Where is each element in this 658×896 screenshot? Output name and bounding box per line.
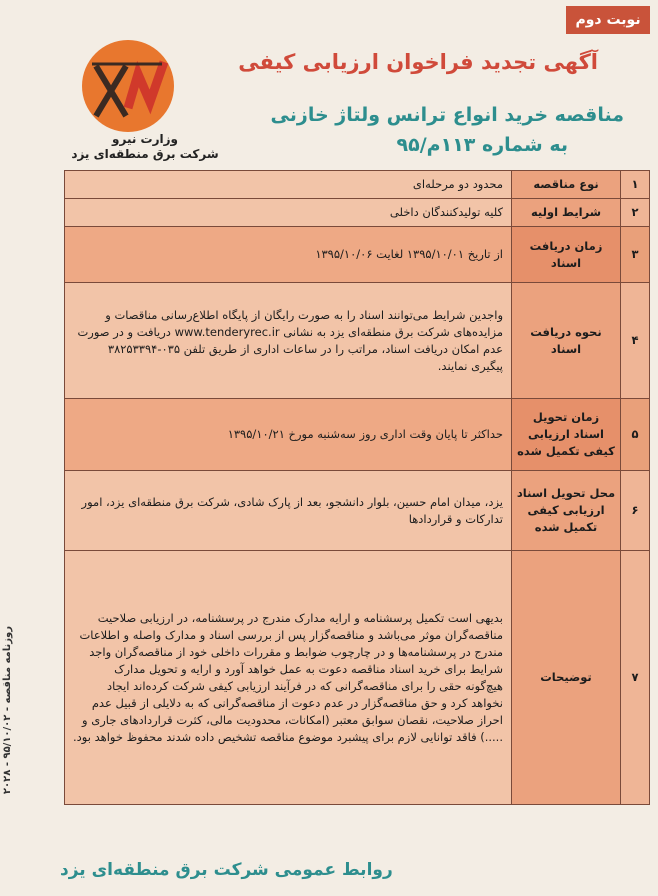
- row-number: ۳: [621, 227, 650, 283]
- table-row: [65, 471, 650, 551]
- row-label: محل تحویل اسناد ارزیابی کیفی تکمیل شده: [512, 471, 621, 551]
- row-label: زمان دریافت اسناد: [512, 227, 621, 283]
- row-value: بدیهی است تکمیل پرسشنامه و ارایه مدارک مندرج در پرسشنامه، در ارزیابی صلاحیت مناقصه‌گران موثر می‌باشد و مناقصه‌گزار پس از بررسی اسناد و مدارک واصله و اطلاعات مندرج در پرسشنامه‌ها و در چارچوب ضوابط و مقررات داخلی خود از مناقصه‌گران واجد شرایط برای خرید اسناد مناقصه دعوت به عمل خواهد آورد و ارایه و تحویل مدارک هیچ‌گونه حقی را برای مناقصه‌گرانی که در فرآیند ارزیابی کیفی شرکت کرده‌اند ایجاد نخواهد کرد و حق مناقصه‌گزار در عدم دعوت از مناقصه‌گرانی که به دلایلی از قبیل عدم احراز صلاحیت، نقصان سوابق معتبر (امکانات، محدودیت مالی، کثرت قراردادهای جاری و .....) فاقد توانایی لازم برای پیشبرد موضوع مناقصه تشخیص داده شدند محفوظ خواهد بود.: [65, 551, 512, 805]
- row-label: شرایط اولیه: [512, 199, 621, 227]
- table-row: [65, 171, 650, 199]
- organization-name: [70, 132, 220, 162]
- table-row: [65, 551, 650, 805]
- row-number: ۶: [621, 471, 650, 551]
- round-badge: نوبت دوم: [566, 6, 650, 34]
- company-label: شرکت برق منطقه‌ای یزد: [71, 147, 219, 161]
- tender-details-table: [64, 170, 650, 805]
- tender-number: به شماره ۱۱۳م/۹۵: [396, 134, 568, 156]
- tender-subject: مناقصه خرید انواع ترانس ولتاژ خازنی: [270, 104, 624, 126]
- row-label: نوع مناقصه: [512, 171, 621, 199]
- newspaper-date-label: روزنامه مناقصه - ۹۵/۱۰/۰۲ - ۲۰۲۸: [1, 625, 13, 795]
- row-number: ۵: [621, 399, 650, 471]
- row-number: ۱: [621, 171, 650, 199]
- company-logo-icon: [66, 36, 190, 136]
- row-label: نحوه دریافت اسناد: [512, 283, 621, 399]
- ministry-label: وزارت نیرو: [112, 132, 178, 146]
- row-label: توضیحات: [512, 551, 621, 805]
- notice-title: آگهی تجدید فراخوان ارزیابی کیفی: [238, 50, 598, 74]
- table-row: [65, 283, 650, 399]
- row-number: ۲: [621, 199, 650, 227]
- row-value: یزد، میدان امام حسین، بلوار دانشجو، بعد از پارک شادی، شرکت برق منطقه‌ای یزد، امور تدارکات و قراردادها: [65, 471, 512, 551]
- row-value: واجدین شرایط می‌توانند اسناد را به صورت رایگان از پایگاه اطلاع‌رسانی مناقصات و مزایده‌های شرکت برق منطقه‌ای یزد به نشانی www.tenderyrec.ir دریافت و در صورت عدم امکان دریافت اسناد، مراتب را در ساعات اداری از طریق تلفن ۰۳۵-۳۸۲۵۳۳۹۴ پیگیری نمایند.: [65, 283, 512, 399]
- row-value: محدود دو مرحله‌ای: [65, 171, 512, 199]
- table-row: [65, 227, 650, 283]
- row-number: ۷: [621, 551, 650, 805]
- row-value: کلیه تولیدکنندگان داخلی: [65, 199, 512, 227]
- footer-public-relations: روابط عمومی شرکت برق منطقه‌ای یزد: [60, 860, 393, 880]
- row-value: حداکثر تا پایان وقت اداری روز سه‌شنبه مورخ ۱۳۹۵/۱۰/۲۱: [65, 399, 512, 471]
- newspaper-side-strip: [0, 560, 14, 860]
- row-label: زمان تحویل اسناد ارزیابی کیفی تکمیل شده: [512, 399, 621, 471]
- row-value: از تاریخ ۱۳۹۵/۱۰/۰۱ لغایت ۱۳۹۵/۱۰/۰۶: [65, 227, 512, 283]
- row-number: ۴: [621, 283, 650, 399]
- table-row: [65, 399, 650, 471]
- table-row: [65, 199, 650, 227]
